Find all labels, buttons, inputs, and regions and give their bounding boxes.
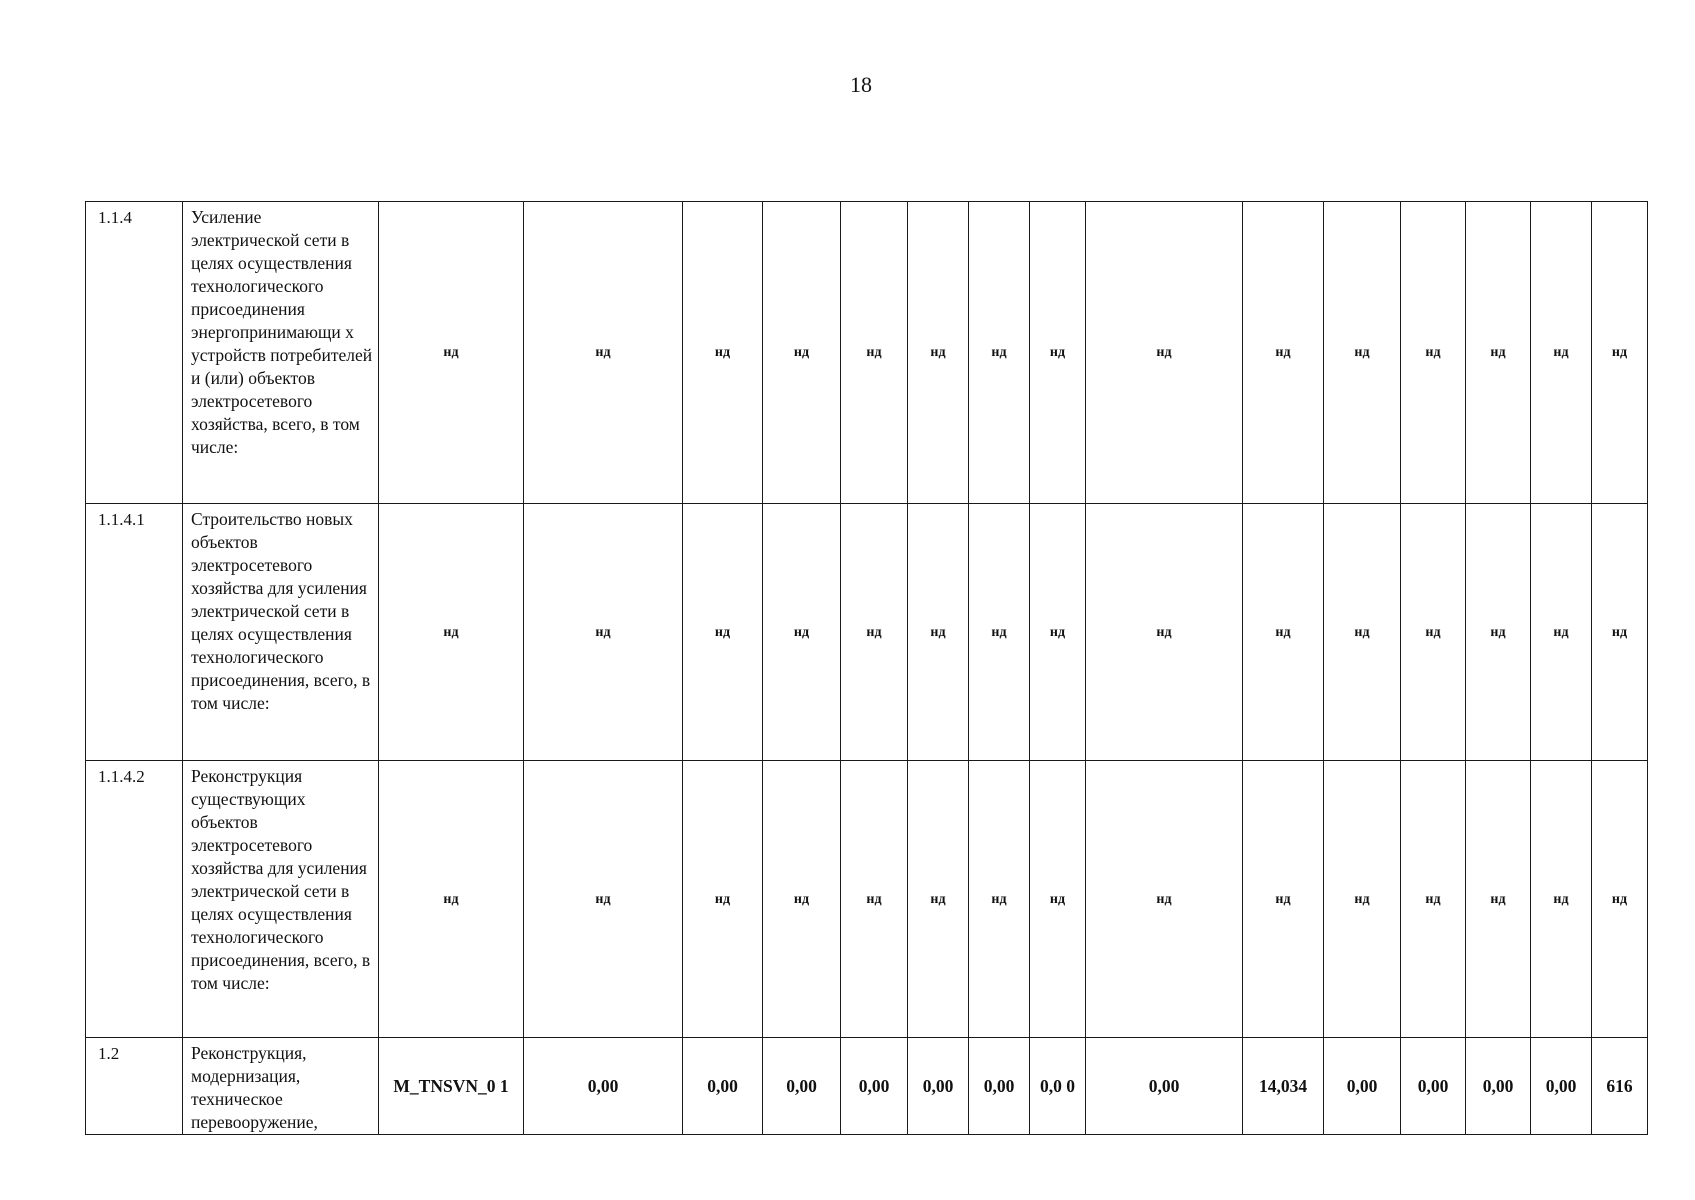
cell-value: 0,00 — [1466, 1038, 1531, 1135]
cell-value: нд — [969, 504, 1030, 761]
cell-value: 0,00 — [1531, 1038, 1592, 1135]
table-row — [86, 504, 1648, 761]
project-code-cell: M_TNSVN_0 1 — [379, 1038, 524, 1135]
cell-value: нд — [1466, 504, 1531, 761]
table-row — [86, 761, 1648, 1038]
cell-value: нд — [1086, 202, 1243, 504]
table-row — [86, 1038, 1648, 1135]
cell-value: нд — [1401, 202, 1466, 504]
cell-value: нд — [683, 504, 763, 761]
cell-value: нд — [524, 202, 683, 504]
cell-value: нд — [379, 504, 524, 761]
cell-value: 0,00 — [969, 1038, 1030, 1135]
cell-value: нд — [1401, 504, 1466, 761]
cell-value: нд — [1592, 761, 1648, 1038]
cell-value: нд — [1243, 504, 1324, 761]
cell-value: нд — [1531, 504, 1592, 761]
cell-value: 616 — [1592, 1038, 1648, 1135]
cell-value: нд — [1324, 202, 1401, 504]
cell-value: 0,00 — [524, 1038, 683, 1135]
cell-value: нд — [683, 202, 763, 504]
cell-value: 14,034 — [1243, 1038, 1324, 1135]
cell-value: нд — [1324, 504, 1401, 761]
cell-value: нд — [1030, 761, 1086, 1038]
cell-value: нд — [1531, 761, 1592, 1038]
cell-value: нд — [908, 504, 969, 761]
cell-value: нд — [841, 761, 908, 1038]
cell-value: нд — [908, 761, 969, 1038]
cell-value: нд — [524, 761, 683, 1038]
cell-value: нд — [908, 202, 969, 504]
cell-value: нд — [683, 761, 763, 1038]
cell-value: нд — [1466, 761, 1531, 1038]
cell-value: нд — [1030, 504, 1086, 761]
cell-value: 0,00 — [763, 1038, 841, 1135]
cell-value: нд — [524, 504, 683, 761]
cell-value: нд — [1086, 504, 1243, 761]
cell-value: нд — [969, 761, 1030, 1038]
cell-value: 0,0 0 — [1030, 1038, 1086, 1135]
row-number: 1.2 — [86, 1038, 183, 1135]
cell-value: 0,00 — [1086, 1038, 1243, 1135]
cell-value: нд — [763, 202, 841, 504]
cell-value: нд — [1030, 202, 1086, 504]
investment-program-table — [85, 201, 1648, 1135]
cell-value: нд — [379, 761, 524, 1038]
row-number: 1.1.4.2 — [86, 761, 183, 1038]
cell-value: 0,00 — [683, 1038, 763, 1135]
cell-value: нд — [763, 504, 841, 761]
cell-value: нд — [1466, 202, 1531, 504]
table-row — [86, 202, 1648, 504]
cell-value: нд — [763, 761, 841, 1038]
cell-value: нд — [1243, 202, 1324, 504]
row-number: 1.1.4.1 — [86, 504, 183, 761]
row-name: Реконструкция существующих объектов электросетевого хозяйства для усиления электрической сети в целях осуществления технологического присоединения, всего, в том числе: — [183, 761, 379, 1038]
cell-value: 0,00 — [908, 1038, 969, 1135]
cell-value: 0,00 — [1324, 1038, 1401, 1135]
cell-value: 0,00 — [841, 1038, 908, 1135]
cell-value: нд — [1401, 761, 1466, 1038]
cell-value: нд — [379, 202, 524, 504]
cell-value: нд — [1531, 202, 1592, 504]
cell-value: 0,00 — [1401, 1038, 1466, 1135]
row-number: 1.1.4 — [86, 202, 183, 504]
cell-value: нд — [1592, 504, 1648, 761]
cell-value: нд — [841, 504, 908, 761]
cell-value: нд — [1324, 761, 1401, 1038]
cell-value: нд — [841, 202, 908, 504]
cell-value: нд — [1086, 761, 1243, 1038]
cell-value: нд — [1243, 761, 1324, 1038]
cell-value: нд — [969, 202, 1030, 504]
row-name: Усиление электрической сети в целях осуществления технологического присоединения энергопринимающи х устройств потребителей и (или) объектов электросетевого хозяйства, всего, в том числе: — [183, 202, 379, 504]
row-name: Реконструкция, модернизация, техническое перевооружение, — [183, 1038, 379, 1135]
row-name: Строительство новых объектов электросетевого хозяйства для усиления электрической сети в целях осуществления технологического присоединения, всего, в том числе: — [183, 504, 379, 761]
page-number: 18 — [850, 72, 872, 97]
cell-value: нд — [1592, 202, 1648, 504]
